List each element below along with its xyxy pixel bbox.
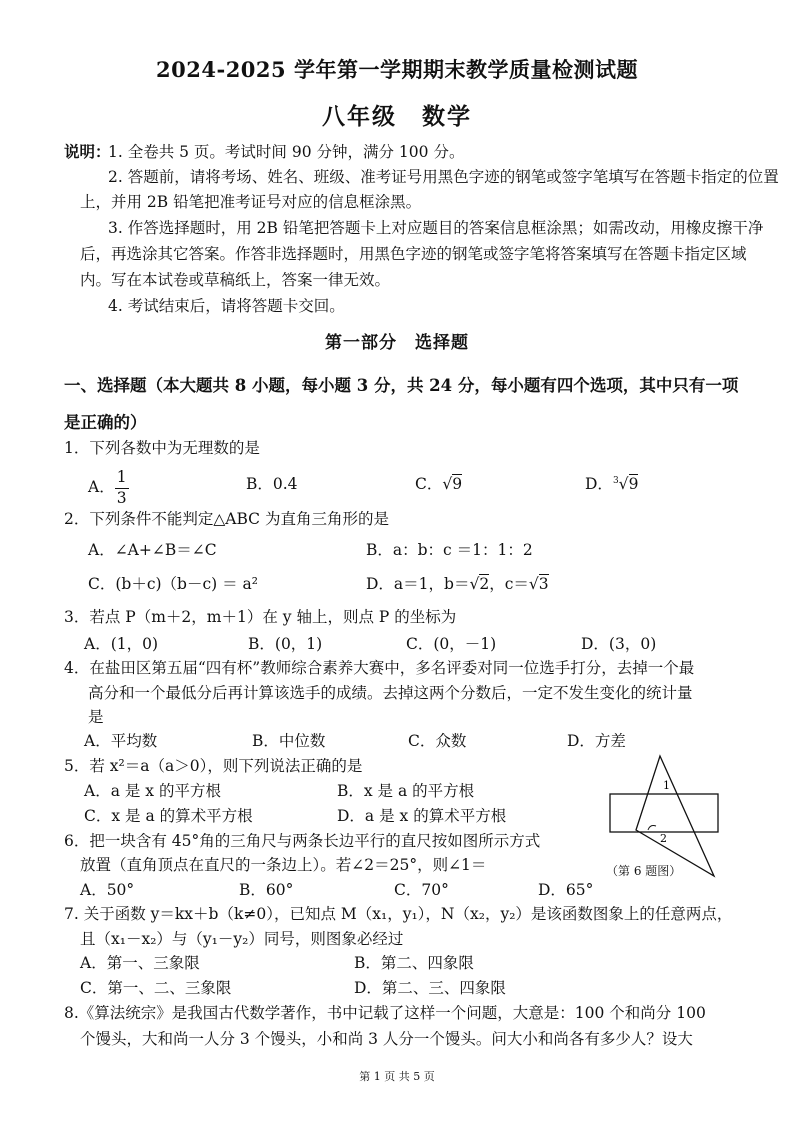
q7-line-1: 7. 关于函数 y＝kx＋b（k≠0），已知点 M（x₁，y₁），N（x₂，y₂）是该函数图象上的任意两点， bbox=[64, 905, 733, 923]
q6-line-2: 放置（直角顶点在直尺的一条边上）。若∠2＝25°，则∠1＝ bbox=[80, 856, 487, 874]
q1-a-denominator: 3 bbox=[116, 488, 127, 507]
instruction-4: 4. 考试结束后，请将答题卡交回。 bbox=[108, 297, 345, 315]
radical-icon: √ bbox=[618, 475, 629, 493]
exam-subtitle: 八年级 数学 bbox=[322, 103, 472, 130]
q3-option-c[interactable]: C．(0，－1) bbox=[406, 635, 497, 653]
q2-d-radicand-2: 3 bbox=[538, 575, 549, 593]
q5-stem: 5．若 x²＝a（a＞0），则下列说法正确的是 bbox=[64, 757, 363, 775]
instruction-3c: 内。写在本试卷或草稿纸上，答案一律无效。 bbox=[80, 271, 391, 289]
q1-a-numerator: 1 bbox=[115, 470, 129, 489]
exam-title: 2024-2025 学年第一学期期末教学质量检测试题 bbox=[156, 57, 638, 82]
q1-option-c[interactable] bbox=[415, 472, 462, 494]
page-footer: 第 1 页 共 5 页 bbox=[359, 1070, 435, 1083]
q8-line-2: 个馒头，大和尚一人分 3 个馒头，小和尚 3 人分一个馒头。问大小和尚各有多少人？设大 bbox=[80, 1030, 693, 1048]
q1-option-a[interactable] bbox=[88, 470, 129, 506]
q7-line-2: 且（x₁－x₂）与（y₁－y₂）同号，则图象必经过 bbox=[80, 930, 404, 948]
q4-line-2: 高分和一个最低分后再计算该选手的成绩。去掉这两个分数后，一定不发生变化的统计量 bbox=[88, 684, 693, 702]
q1-option-b[interactable]: B．0.4 bbox=[246, 475, 298, 493]
q2-option-d[interactable] bbox=[366, 572, 549, 594]
q2-option-c[interactable]: C．(b＋c)（b－c) ＝ a² bbox=[88, 575, 259, 593]
q1-a-fraction bbox=[115, 470, 129, 506]
q1-d-radicand: 9 bbox=[628, 475, 639, 493]
q1-c-label: C． bbox=[415, 475, 443, 493]
instruction-3b: 后，再选涂其它答案。作答非选择题时，用黑色字迹的钢笔或签字笔将答案填写在答题卡指定区域 bbox=[80, 245, 747, 263]
instructions-label: 说明： bbox=[64, 142, 111, 161]
q6-option-c[interactable]: C．70° bbox=[394, 881, 449, 899]
part1-intro-b: 是正确的） bbox=[64, 413, 147, 432]
instruction-2a: 2. 答题前，请将考场、姓名、班级、准考证号用黑色字迹的钢笔或签字笔填写在答题卡指定的位置 bbox=[108, 168, 779, 186]
q4-option-a[interactable]: A．平均数 bbox=[84, 732, 158, 750]
q2-option-a[interactable]: A．∠A+∠B＝∠C bbox=[88, 541, 217, 559]
instruction-1: 1. 全卷共 5 页。考试时间 90 分钟，满分 100 分。 bbox=[108, 143, 465, 161]
q4-option-c[interactable]: C．众数 bbox=[408, 732, 467, 750]
q7-option-c[interactable]: C．第一、二、三象限 bbox=[80, 979, 232, 997]
q1-a-label: A． bbox=[88, 478, 115, 496]
q8-line-1: 8.《算法统宗》是我国古代数学著作，书中记载了这样一个问题，大意是：100 个和尚分 100 bbox=[64, 1004, 706, 1022]
q7-option-b[interactable]: B．第二、四象限 bbox=[354, 954, 474, 972]
q3-option-d[interactable]: D．(3，0) bbox=[581, 635, 657, 653]
instruction-3a: 3. 作答选择题时，用 2B 铅笔把答题卡上对应题目的答案信息框涂黑；如需改动，用橡皮擦干净 bbox=[108, 219, 764, 237]
q2-d-middle: ，c＝ bbox=[489, 575, 529, 593]
q2-d-radicand-1: 2 bbox=[479, 575, 490, 593]
q3-option-b[interactable]: B．(0，1) bbox=[248, 635, 323, 653]
radical-icon: √ bbox=[442, 475, 453, 493]
radical-icon: √ bbox=[469, 575, 480, 593]
q6-line-1: 6．把一块含有 45°角的三角尺与两条长边平行的直尺按如图所示方式 bbox=[64, 832, 541, 850]
q5-option-c[interactable]: C．x 是 a 的算术平方根 bbox=[84, 807, 253, 825]
q1-c-radicand: 9 bbox=[452, 475, 463, 493]
ruler-shape bbox=[610, 794, 718, 832]
q1-option-d[interactable] bbox=[585, 472, 638, 494]
q6-option-a[interactable]: A．50° bbox=[80, 881, 135, 899]
q4-line-3: 是 bbox=[88, 708, 104, 726]
q3-option-a[interactable]: A．(1，0) bbox=[84, 635, 159, 653]
q1-d-label: D． bbox=[585, 475, 613, 493]
q5-option-b[interactable]: B．x 是 a 的平方根 bbox=[337, 782, 475, 800]
q5-option-a[interactable]: A．a 是 x 的平方根 bbox=[84, 782, 221, 800]
q1-stem: 1．下列各数中为无理数的是 bbox=[64, 439, 260, 457]
part1-intro-a: 一、选择题（本大题共 8 小题，每小题 3 分，共 24 分，每小题有四个选项，其中只有一项 bbox=[64, 376, 739, 395]
q7-option-a[interactable]: A．第一、三象限 bbox=[80, 954, 200, 972]
q6-option-d[interactable]: D．65° bbox=[538, 881, 594, 899]
radical-icon: √ bbox=[528, 575, 539, 593]
q2-stem: 2．下列条件不能判定△ABC 为直角三角形的是 bbox=[64, 510, 389, 528]
set-square-shape bbox=[636, 756, 714, 876]
q7-option-d[interactable]: D．第二、三、四象限 bbox=[354, 979, 506, 997]
q1-d-index: 3 bbox=[612, 475, 619, 486]
q2-option-b[interactable]: B．a：b：c ＝1：1：2 bbox=[366, 541, 533, 559]
angle-2-arc bbox=[648, 826, 656, 831]
q6-option-b[interactable]: B．60° bbox=[239, 881, 294, 899]
angle-1-label: 1 bbox=[663, 779, 670, 792]
q5-option-d[interactable]: D．a 是 x 的算术平方根 bbox=[337, 807, 507, 825]
q4-option-d[interactable]: D．方差 bbox=[567, 732, 626, 750]
q4-option-b[interactable]: B．中位数 bbox=[252, 732, 326, 750]
q3-stem: 3．若点 P（m＋2，m＋1）在 y 轴上，则点 P 的坐标为 bbox=[64, 608, 457, 626]
q4-line-1: 4．在盐田区第五届“四有杯”教师综合素养大赛中，多名评委对同一位选手打分，去掉一个最 bbox=[64, 659, 695, 677]
instruction-2b: 上，并用 2B 铅笔把准考证号对应的信息框涂黑。 bbox=[80, 193, 422, 211]
q2-d-prefix: D．a＝1，b＝ bbox=[366, 575, 470, 593]
q6-figure-caption: （第 6 题图） bbox=[606, 864, 682, 878]
angle-2-label: 2 bbox=[660, 832, 667, 845]
part1-heading: 第一部分 选择题 bbox=[325, 333, 469, 353]
